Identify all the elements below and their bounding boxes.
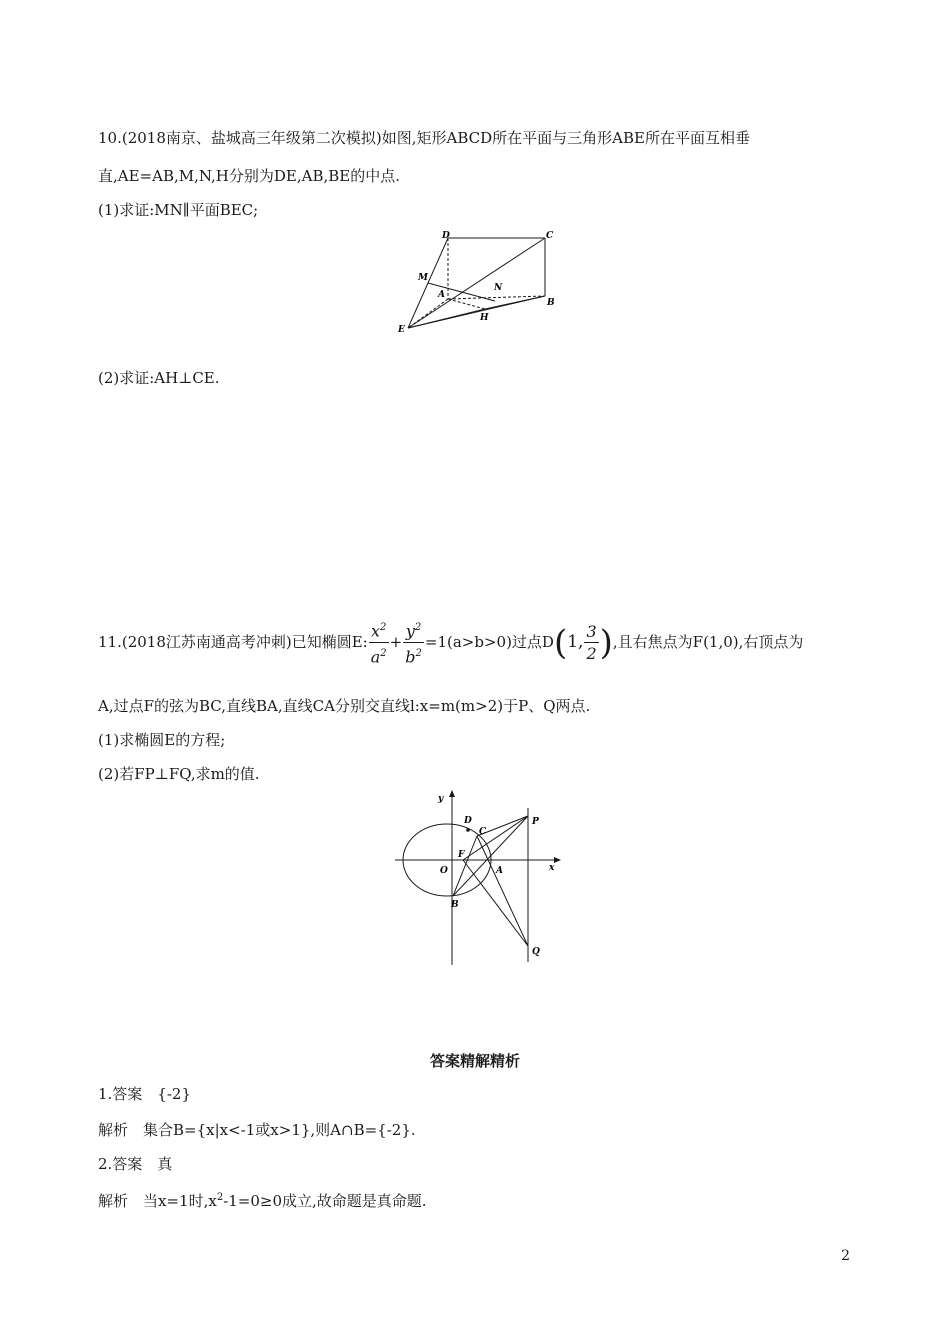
answers-heading: 答案精解精析: [429, 1052, 520, 1070]
fraction-3-2: $\frac{3}{2}$: [586, 621, 597, 663]
label-Q: Q: [532, 947, 540, 957]
label-M: M: [418, 273, 428, 283]
label-x: x: [549, 863, 555, 873]
answer-1-explanation: 解析 集合B={x|x<-1或x>1},则A∩B={-2}.: [98, 1121, 416, 1139]
q11-stem-line2: A,过点F的弦为BC,直线BA,直线CA分别交直线l:x=m(m>2)于P、Q两点.: [98, 697, 591, 715]
q10-stem-line1: 10.(2018南京、盐城高三年级第二次模拟)如图,矩形ABCD所在平面与三角形ABE所在平面互相垂: [98, 129, 750, 147]
label-y: y: [438, 794, 444, 804]
answer-1-label: 1.答案 {-2}: [98, 1085, 192, 1103]
label-A: A: [438, 290, 445, 300]
label-C: C: [479, 827, 487, 837]
page-number: 2: [841, 1248, 850, 1264]
fraction-x2-a2: $\frac{x^2}{a^2}$: [369, 618, 389, 668]
answer-2-label: 2.答案 真: [98, 1155, 173, 1173]
label-F: F: [458, 850, 465, 860]
label-E: E: [398, 325, 405, 335]
label-P: P: [532, 817, 539, 827]
label-N: N: [494, 283, 503, 293]
q10-part1: (1)求证:MN∥平面BEC;: [98, 201, 259, 219]
q11-suffix: ,且右焦点为F(1,0),右顶点为: [612, 633, 804, 651]
label-A: A: [496, 866, 503, 876]
q11-stem-line1: 11.(2018江苏南通高考冲刺)已知椭圆E: $\frac{x^2}{a^2}$ + $\frac{y^2}{b^2}$ =1(a>b>0)过点D(1, $\frac{3}{2}$ ),且右焦点为F(1,0),右顶点为: [98, 614, 803, 671]
label-O: O: [440, 866, 448, 876]
q10-figure: [390, 226, 570, 338]
q10-stem-line2: 直,AE=AB,M,N,H分别为DE,AB,BE的中点.: [98, 167, 400, 185]
label-B: B: [451, 900, 459, 910]
label-D: D: [442, 231, 450, 241]
q11-part1: (1)求椭圆E的方程;: [98, 731, 226, 749]
fraction-y2-b2: $\frac{y^2}{b^2}$: [403, 618, 424, 668]
label-C: C: [546, 231, 554, 241]
q11-figure: [395, 790, 565, 966]
q11-prefix: 11.(2018江苏南通高考冲刺)已知椭圆E:: [98, 633, 368, 651]
q11-part2: (2)若FP⊥FQ,求m的值.: [98, 765, 260, 783]
label-B: B: [547, 298, 555, 308]
answer-2-explanation: 解析 当x=1时$,x^2-1=0\ge 0$成立,故命题是真命题.: [98, 1192, 427, 1210]
q11-condition: =1(a>b>0)过点D: [424, 633, 554, 651]
q10-part2: (2)求证:AH⊥CE.: [98, 369, 220, 387]
label-D: D: [464, 816, 472, 826]
label-H: H: [480, 313, 489, 323]
